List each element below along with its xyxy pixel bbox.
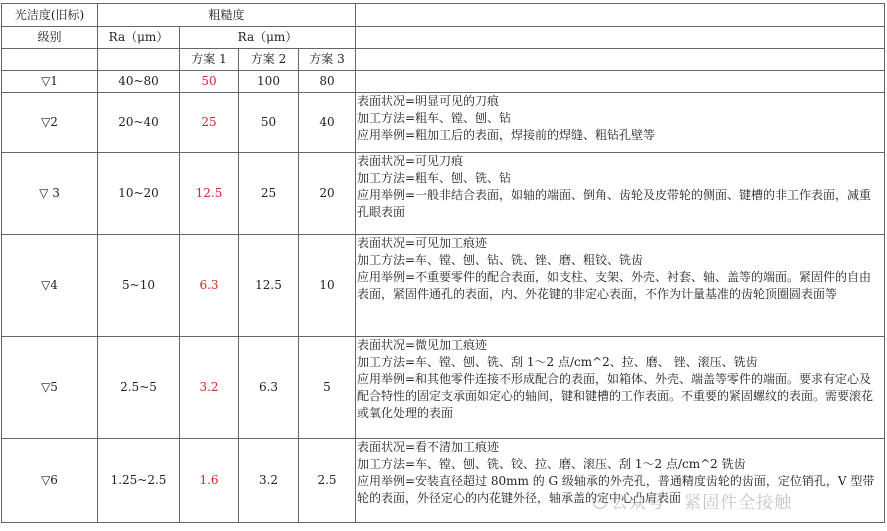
description-cell <box>356 337 885 439</box>
scheme1-cell: 25 <box>180 93 239 153</box>
grade-cell: ▽5 <box>2 337 98 439</box>
grade-cell: ▽4 <box>2 235 98 337</box>
header-row-1 <box>2 4 885 27</box>
machining-method-text: 加工方法=车、镗、刨、铣、刮 1～2 点/cm^2、拉、磨、 锉、滚压、铣齿 <box>357 355 758 369</box>
scheme3-cell: 80 <box>299 71 356 93</box>
machining-method-text: 加工方法=粗车、镗、刨、钻 <box>357 111 512 125</box>
header-empty <box>356 49 885 71</box>
scheme1-cell: 1.6 <box>180 439 239 523</box>
scheme3-cell: 20 <box>299 153 356 235</box>
scheme3-cell: 10 <box>299 235 356 337</box>
ra-cell: 10~20 <box>98 153 180 235</box>
ra-cell: 20~40 <box>98 93 180 153</box>
surface-condition-text: 表面状况=看不清加工痕迹 <box>357 440 500 454</box>
scheme3-cell: 40 <box>299 93 356 153</box>
header-roughness: 粗糙度 <box>98 4 356 27</box>
table-row <box>2 337 885 439</box>
ra-cell: 40~80 <box>98 71 180 93</box>
description-cell <box>356 71 885 93</box>
description-cell <box>356 153 885 235</box>
scheme2-cell: 25 <box>239 153 299 235</box>
header-empty <box>356 27 885 49</box>
table-row <box>2 235 885 337</box>
header-grade-old: 光洁度(旧标) <box>2 4 98 27</box>
surface-condition-text: 表面状况=明显可见的刀痕 <box>357 94 500 108</box>
grade-cell: ▽ 3 <box>2 153 98 235</box>
grade-cell: ▽2 <box>2 93 98 153</box>
header-scheme-1: 方案 1 <box>180 49 239 71</box>
scheme1-cell: 3.2 <box>180 337 239 439</box>
grade-cell: ▽6 <box>2 439 98 523</box>
surface-condition-text: 表面状况=可见刀痕 <box>357 154 464 168</box>
scheme1-cell: 50 <box>180 71 239 93</box>
scheme2-cell: 50 <box>239 93 299 153</box>
scheme2-cell: 6.3 <box>239 337 299 439</box>
header-empty <box>2 49 98 71</box>
surface-condition-text: 表面状况=微见加工痕迹 <box>357 338 488 352</box>
table-row <box>2 93 885 153</box>
header-ra-schemes: Ra（μm） <box>180 27 356 49</box>
ra-cell: 5~10 <box>98 235 180 337</box>
table-row <box>2 153 885 235</box>
machining-method-text: 加工方法=车、镗、刨、钻、铣、锉、磨、粗铰、铣齿 <box>357 253 644 267</box>
description-cell <box>356 439 885 523</box>
application-example-text: 应用举例=粗加工后的表面，焊接前的焊缝、粗钻孔壁等 <box>357 128 656 142</box>
surface-condition-text: 表面状况=可见加工痕迹 <box>357 236 488 250</box>
ra-cell: 2.5~5 <box>98 337 180 439</box>
scheme2-cell: 12.5 <box>239 235 299 337</box>
application-example-text: 应用举例=安装直径超过 80mm 的 G 级轴承的外壳孔，普通精度齿轮的齿面，定位销孔，V 型带轮的表面，外径定心的内花键外径，轴承盖的定中心凸肩表面 <box>357 474 875 505</box>
application-example-text: 应用举例=和其他零件连接不形成配合的表面，如箱体、外壳、端盖等零件的端面。要求有定心及配合特性的固定支承面如定心的轴间，键和键槽的工作表面。不重要的紧固螺纹的表面。需要滚花或氧化处理的表面 <box>357 372 874 420</box>
header-row-2 <box>2 27 885 49</box>
machining-method-text: 加工方法=粗车、刨、铣、钻 <box>357 171 512 185</box>
application-example-text: 应用举例=一般非结合表面，如轴的端面、倒角、齿轮及皮带轮的侧面、键槽的非工作表面，减重孔眼表面 <box>357 188 872 219</box>
scheme1-cell: 12.5 <box>180 153 239 235</box>
roughness-table <box>1 3 885 523</box>
ra-cell: 1.25~2.5 <box>98 439 180 523</box>
header-level: 级别 <box>2 27 98 49</box>
header-row-3 <box>2 49 885 71</box>
watermark-text: 公众号 · 紧固件全接触 <box>611 493 793 513</box>
scheme2-cell: 3.2 <box>239 439 299 523</box>
description-cell <box>356 235 885 337</box>
scheme3-cell: 2.5 <box>299 439 356 523</box>
scheme3-cell: 5 <box>299 337 356 439</box>
table-row <box>2 439 885 523</box>
header-empty <box>356 4 885 27</box>
machining-method-text: 加工方法=车、镗、刨、铣、铰、拉、磨、滚压、刮 1～2 点/cm^2 铣齿 <box>357 457 746 471</box>
application-example-text: 应用举例=不重要零件的配合表面，如支柱、支架、外壳、衬套、轴、盖等的端面。紧固件的自由表面，紧固件通孔的表面，内、外花键的非定心表面，不作为计量基准的齿轮顶圈圆表面等 <box>357 270 872 301</box>
roughness-table-container <box>1 3 885 523</box>
scheme1-cell: 6.3 <box>180 235 239 337</box>
header-empty <box>98 49 180 71</box>
table-row <box>2 71 885 93</box>
header-scheme-3: 方案 3 <box>299 49 356 71</box>
header-scheme-2: 方案 2 <box>239 49 299 71</box>
scheme2-cell: 100 <box>239 71 299 93</box>
header-ra: Ra（μm） <box>98 27 180 49</box>
description-cell <box>356 93 885 153</box>
grade-cell: ▽1 <box>2 71 98 93</box>
